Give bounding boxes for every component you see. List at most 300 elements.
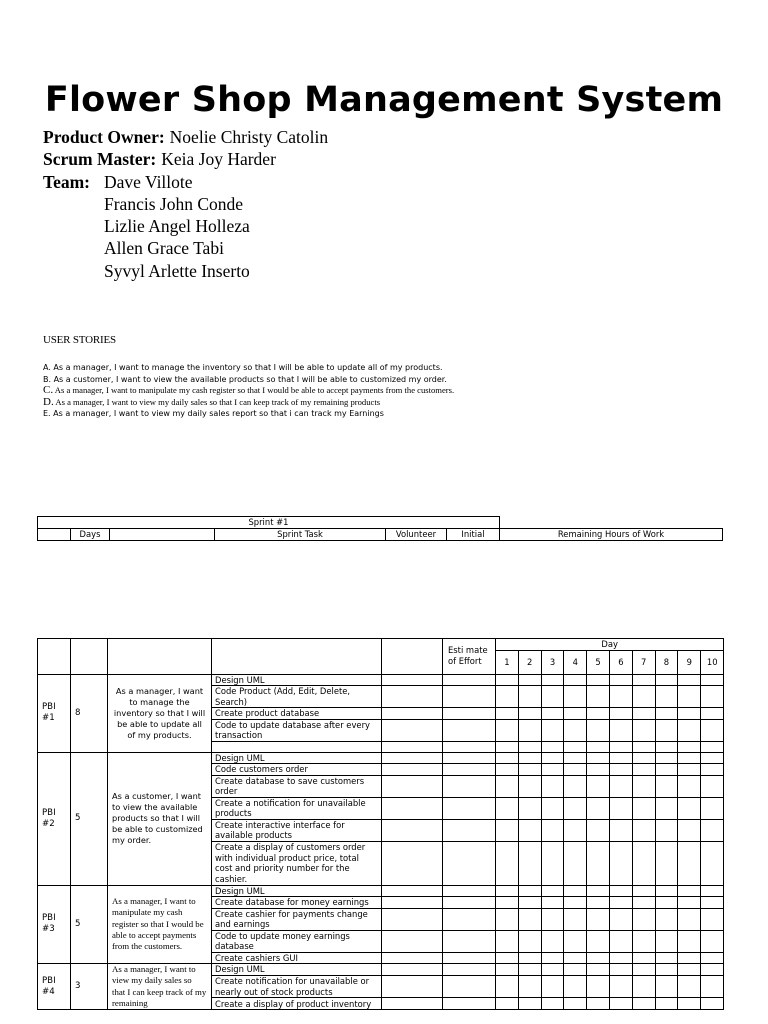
empty-cell: [609, 764, 632, 776]
empty-cell: [678, 674, 701, 686]
day-number: 8: [655, 650, 678, 674]
empty-cell: [496, 908, 519, 930]
empty-cell: [701, 885, 724, 897]
sprint-table: [37, 516, 723, 541]
empty-cell: [655, 841, 678, 885]
sprint-task: [212, 741, 382, 752]
team-label: Team:: [43, 171, 90, 192]
empty-cell: [443, 998, 496, 1010]
empty-cell: [609, 775, 632, 797]
empty-cell: [609, 686, 632, 708]
empty-cell: [678, 885, 701, 897]
empty-cell: [443, 897, 496, 909]
empty-cell: [678, 752, 701, 764]
empty-cell: [632, 752, 655, 764]
empty-cell: [609, 741, 632, 752]
sprint-title: Sprint #1: [38, 517, 500, 529]
pbi-days: 5: [71, 752, 108, 885]
empty-cell: [541, 885, 564, 897]
empty-cell: [587, 741, 610, 752]
empty-cell: [382, 975, 443, 998]
empty-cell: [518, 719, 541, 741]
empty-cell: [587, 930, 610, 952]
empty-cell: [655, 819, 678, 841]
sprint-task: Code to update database after every transaction: [212, 719, 382, 741]
empty-cell: [632, 998, 655, 1010]
empty-cell: [443, 908, 496, 930]
empty-cell: [496, 819, 519, 841]
empty-cell: [496, 797, 519, 819]
empty-cell: [678, 686, 701, 708]
pbi-days: 5: [71, 885, 108, 964]
empty-cell: [541, 897, 564, 909]
empty-cell: [632, 952, 655, 964]
empty-cell: [564, 674, 587, 686]
sprint-header-volunteer: Volunteer: [386, 529, 447, 541]
empty-cell: [655, 719, 678, 741]
scrum-master-row: [43, 148, 328, 170]
empty-cell: [382, 998, 443, 1010]
empty-cell: [632, 764, 655, 776]
pbi-id: PBI #2: [38, 752, 71, 885]
sprint-task: Code Product (Add, Edit, Delete, Search): [212, 686, 382, 708]
table-row: [38, 964, 724, 976]
sprint-header-remaining: Remaining Hours of Work: [500, 529, 723, 541]
empty-cell: [564, 964, 587, 976]
empty-cell: [655, 930, 678, 952]
empty-cell: [632, 908, 655, 930]
empty-cell: [541, 752, 564, 764]
empty-cell: [496, 841, 519, 885]
pbi-story: As a manager, I want to manage the inventory so that I will be able to update all of my products.: [108, 674, 212, 752]
empty-cell: [678, 964, 701, 976]
empty-cell: [564, 952, 587, 964]
empty-cell: [382, 741, 443, 752]
user-story: E. As a manager, I want to view my daily sales report so that i can track my Earnings: [43, 409, 384, 418]
empty-cell: [632, 897, 655, 909]
empty-cell: [518, 708, 541, 720]
pbi-days: 8: [71, 674, 108, 752]
empty-cell: [541, 797, 564, 819]
sprint-task: Create interactive interface for available products: [212, 819, 382, 841]
empty-cell: [518, 885, 541, 897]
empty-cell: [564, 708, 587, 720]
empty-cell: [496, 897, 519, 909]
sprint-task: Design UML: [212, 752, 382, 764]
sprint-task: Create database for money earnings: [212, 897, 382, 909]
empty-cell: [678, 841, 701, 885]
empty-cell: [564, 819, 587, 841]
empty-cell: [518, 819, 541, 841]
empty-cell: [701, 708, 724, 720]
day-number: 2: [518, 650, 541, 674]
day-number: 5: [587, 650, 610, 674]
empty-cell: [632, 930, 655, 952]
empty-cell: [564, 998, 587, 1010]
empty-cell: [655, 975, 678, 998]
empty-cell: [382, 885, 443, 897]
empty-cell: [587, 964, 610, 976]
day-number: 1: [496, 650, 519, 674]
empty-cell: [701, 752, 724, 764]
empty-cell: [701, 775, 724, 797]
empty-cell: [587, 897, 610, 909]
day-number: 9: [678, 650, 701, 674]
empty-cell: [701, 841, 724, 885]
empty-cell: [496, 998, 519, 1010]
empty-cell: [382, 708, 443, 720]
empty-cell: [655, 885, 678, 897]
empty-cell: [701, 686, 724, 708]
empty-cell: [443, 975, 496, 998]
empty-cell: [496, 885, 519, 897]
user-stories-list: [43, 362, 454, 420]
empty-cell: [632, 964, 655, 976]
empty-cell: [701, 998, 724, 1010]
pbi-id: PBI #1: [38, 674, 71, 752]
empty-cell: [541, 998, 564, 1010]
empty-cell: [443, 775, 496, 797]
empty-cell: [443, 819, 496, 841]
empty-cell: [587, 752, 610, 764]
team-member: Dave Villote: [104, 171, 193, 192]
empty-cell: [678, 930, 701, 952]
empty-cell: [518, 897, 541, 909]
empty-cell: [518, 952, 541, 964]
empty-cell: [518, 908, 541, 930]
empty-cell: [655, 908, 678, 930]
empty-cell: [382, 908, 443, 930]
sprint-task: Create database to save customers order: [212, 775, 382, 797]
empty-cell: [541, 964, 564, 976]
empty-cell: [701, 952, 724, 964]
empty-cell: [541, 841, 564, 885]
empty-cell: [518, 930, 541, 952]
empty-cell: [443, 930, 496, 952]
empty-cell: [701, 930, 724, 952]
empty-cell: [632, 797, 655, 819]
empty-cell: [587, 708, 610, 720]
empty-cell: [541, 741, 564, 752]
empty-cell: [701, 764, 724, 776]
backlog-table: [37, 638, 724, 1010]
empty-cell: [655, 964, 678, 976]
empty-cell: [655, 686, 678, 708]
empty-cell: [609, 719, 632, 741]
empty-cell: [496, 764, 519, 776]
empty-cell: [496, 741, 519, 752]
empty-cell: [587, 686, 610, 708]
empty-cell: [564, 686, 587, 708]
empty-cell: [632, 775, 655, 797]
empty-cell: [564, 741, 587, 752]
sprint-task: Code to update money earnings database: [212, 930, 382, 952]
empty-cell: [382, 952, 443, 964]
sprint-task: Create a display of customers order with individual product price, total cost and priority number for the cashier.: [212, 841, 382, 885]
empty-cell: [518, 998, 541, 1010]
empty-cell: [382, 819, 443, 841]
empty-cell: [609, 952, 632, 964]
empty-cell: [632, 708, 655, 720]
empty-cell: [609, 930, 632, 952]
empty-cell: [678, 719, 701, 741]
sprint-task: Design UML: [212, 885, 382, 897]
sprint-task: Create cashiers GUI: [212, 952, 382, 964]
document-title: Flower Shop Management System: [44, 80, 724, 120]
empty-cell: [518, 964, 541, 976]
empty-cell: [587, 674, 610, 686]
empty-cell: [655, 674, 678, 686]
empty-cell: [678, 764, 701, 776]
empty-cell: [587, 885, 610, 897]
empty-cell: [655, 741, 678, 752]
empty-cell: [564, 975, 587, 998]
scrum-master-label: Scrum Master:: [43, 149, 157, 170]
empty-cell: [496, 686, 519, 708]
sprint-task: Design UML: [212, 674, 382, 686]
empty-cell: [587, 998, 610, 1010]
empty-cell: [443, 764, 496, 776]
pbi-story: As a manager, I want to manipulate my cash register so that I would be able to accept payments from the customers.: [108, 885, 212, 964]
product-owner-label: Product Owner:: [43, 127, 165, 147]
empty-cell: [609, 998, 632, 1010]
empty-cell: [609, 885, 632, 897]
empty-cell: [541, 708, 564, 720]
table-row: [38, 885, 724, 897]
empty-cell: [496, 708, 519, 720]
empty-cell: [564, 775, 587, 797]
empty-cell: [541, 674, 564, 686]
empty-cell: [609, 975, 632, 998]
empty-cell: [678, 908, 701, 930]
empty-cell: [443, 841, 496, 885]
team-member: Lizlie Angel Holleza: [104, 216, 250, 237]
sprint-task: Create product database: [212, 708, 382, 720]
day-header: Day: [496, 639, 724, 651]
empty-cell: [518, 752, 541, 764]
table-row: [38, 674, 724, 686]
empty-cell: [609, 908, 632, 930]
empty-cell: [541, 975, 564, 998]
empty-cell: [382, 686, 443, 708]
day-number: 4: [564, 650, 587, 674]
empty-cell: [443, 952, 496, 964]
empty-cell: [655, 952, 678, 964]
empty-cell: [496, 964, 519, 976]
empty-cell: [609, 674, 632, 686]
empty-cell: [678, 797, 701, 819]
empty-cell: [678, 819, 701, 841]
sprint-header-initial: Initial: [447, 529, 500, 541]
sprint-header-task: Sprint Task: [215, 529, 386, 541]
sprint-task: Create a display of product inventory: [212, 998, 382, 1010]
empty-cell: [382, 897, 443, 909]
empty-cell: [564, 885, 587, 897]
empty-cell: [564, 908, 587, 930]
empty-cell: [609, 797, 632, 819]
empty-cell: [678, 975, 701, 998]
team-member: Allen Grace Tabi: [104, 238, 224, 259]
empty-cell: [382, 930, 443, 952]
empty-cell: [632, 841, 655, 885]
empty-cell: [701, 674, 724, 686]
empty-cell: [564, 752, 587, 764]
empty-cell: [655, 797, 678, 819]
empty-cell: [541, 908, 564, 930]
pbi-story: As a manager, I want to view my daily sales so that I can keep track of my remaining: [108, 964, 212, 1010]
empty-cell: [587, 908, 610, 930]
empty-cell: [701, 908, 724, 930]
empty-cell: [564, 897, 587, 909]
sprint-task: Code customers order: [212, 764, 382, 776]
estimate-header: Esti mate of Effort: [443, 639, 496, 675]
day-number: 7: [632, 650, 655, 674]
empty-cell: [496, 752, 519, 764]
empty-cell: [518, 775, 541, 797]
empty-cell: [655, 764, 678, 776]
empty-cell: [541, 775, 564, 797]
empty-cell: [443, 752, 496, 764]
user-stories-heading: USER STORIES: [43, 334, 116, 346]
empty-cell: [564, 719, 587, 741]
empty-cell: [587, 764, 610, 776]
empty-cell: [382, 764, 443, 776]
empty-cell: [632, 975, 655, 998]
user-story: B. As a customer, I want to view the available products so that I will be able to customized my order.: [43, 374, 447, 384]
empty-cell: [701, 975, 724, 998]
empty-cell: [701, 741, 724, 752]
sprint-header-blank: [38, 529, 71, 541]
empty-cell: [655, 752, 678, 764]
empty-cell: [632, 674, 655, 686]
sprint-task: Create a notification for unavailable products: [212, 797, 382, 819]
empty-cell: [678, 998, 701, 1010]
empty-cell: [587, 775, 610, 797]
empty-cell: [382, 775, 443, 797]
empty-cell: [701, 964, 724, 976]
sprint-task: Design UML: [212, 964, 382, 976]
empty-cell: [518, 674, 541, 686]
empty-cell: [541, 930, 564, 952]
empty-cell: [382, 674, 443, 686]
empty-cell: [443, 719, 496, 741]
empty-cell: [518, 841, 541, 885]
empty-cell: [564, 841, 587, 885]
empty-cell: [496, 952, 519, 964]
empty-cell: [541, 719, 564, 741]
empty-cell: [382, 797, 443, 819]
empty-cell: [655, 897, 678, 909]
empty-cell: [678, 741, 701, 752]
empty-cell: [541, 764, 564, 776]
table-row: [38, 752, 724, 764]
empty-cell: [701, 897, 724, 909]
empty-cell: [632, 719, 655, 741]
sprint-task: Create notification for unavailable or nearly out of stock products: [212, 975, 382, 998]
empty-cell: [541, 686, 564, 708]
empty-cell: [518, 764, 541, 776]
pbi-id: PBI #3: [38, 885, 71, 964]
empty-cell: [518, 686, 541, 708]
empty-cell: [609, 841, 632, 885]
empty-cell: [496, 930, 519, 952]
sprint-task: Create cashier for payments change and earnings: [212, 908, 382, 930]
empty-cell: [382, 752, 443, 764]
empty-cell: [564, 930, 587, 952]
team-member: Francis John Conde: [104, 193, 244, 214]
empty-cell: [632, 819, 655, 841]
empty-cell: [632, 885, 655, 897]
team-row: [43, 171, 328, 193]
empty-cell: [496, 674, 519, 686]
empty-cell: [382, 719, 443, 741]
empty-cell: [678, 775, 701, 797]
pbi-story: As a customer, I want to view the available products so that I will be able to customized my order.: [108, 752, 212, 885]
empty-cell: [609, 708, 632, 720]
empty-cell: [701, 797, 724, 819]
empty-cell: [541, 819, 564, 841]
pbi-days: 3: [71, 964, 108, 1010]
product-owner-name: Noelie Christy Catolin: [169, 127, 329, 147]
empty-cell: [632, 741, 655, 752]
empty-cell: [609, 897, 632, 909]
sprint-header-blank: [110, 529, 215, 541]
empty-cell: [443, 674, 496, 686]
empty-cell: [655, 708, 678, 720]
empty-cell: [518, 797, 541, 819]
empty-cell: [382, 841, 443, 885]
empty-cell: [443, 964, 496, 976]
empty-cell: [587, 719, 610, 741]
empty-cell: [701, 719, 724, 741]
empty-cell: [587, 797, 610, 819]
day-number: 6: [609, 650, 632, 674]
scrum-master-name: Keia Joy Harder: [161, 149, 276, 170]
empty-cell: [443, 885, 496, 897]
empty-cell: [701, 819, 724, 841]
empty-cell: [655, 775, 678, 797]
empty-cell: [609, 752, 632, 764]
empty-cell: [632, 686, 655, 708]
empty-cell: [564, 797, 587, 819]
product-owner-row: [43, 126, 328, 148]
empty-cell: [587, 819, 610, 841]
empty-cell: [678, 708, 701, 720]
empty-cell: [587, 952, 610, 964]
empty-cell: [518, 741, 541, 752]
team-member: Syvyl Arlette Inserto: [104, 260, 250, 281]
empty-cell: [496, 775, 519, 797]
empty-cell: [609, 819, 632, 841]
empty-cell: [443, 741, 496, 752]
user-story: D. As a manager, I want to view my daily sales so that I can keep track of my remaining products: [43, 395, 381, 408]
empty-cell: [678, 952, 701, 964]
empty-cell: [496, 719, 519, 741]
empty-cell: [443, 797, 496, 819]
empty-cell: [443, 708, 496, 720]
empty-cell: [443, 686, 496, 708]
empty-cell: [541, 952, 564, 964]
empty-cell: [587, 841, 610, 885]
empty-cell: [496, 975, 519, 998]
empty-cell: [678, 897, 701, 909]
user-story: A. As a manager, I want to manage the inventory so that I will be able to update all of my products.: [43, 363, 443, 372]
user-story: C. As a manager, I want to manipulate my cash register so that I would be able to accept payments from the customers.: [43, 384, 455, 396]
empty-cell: [609, 964, 632, 976]
empty-cell: [587, 975, 610, 998]
project-info: [43, 126, 328, 282]
day-number: 3: [541, 650, 564, 674]
